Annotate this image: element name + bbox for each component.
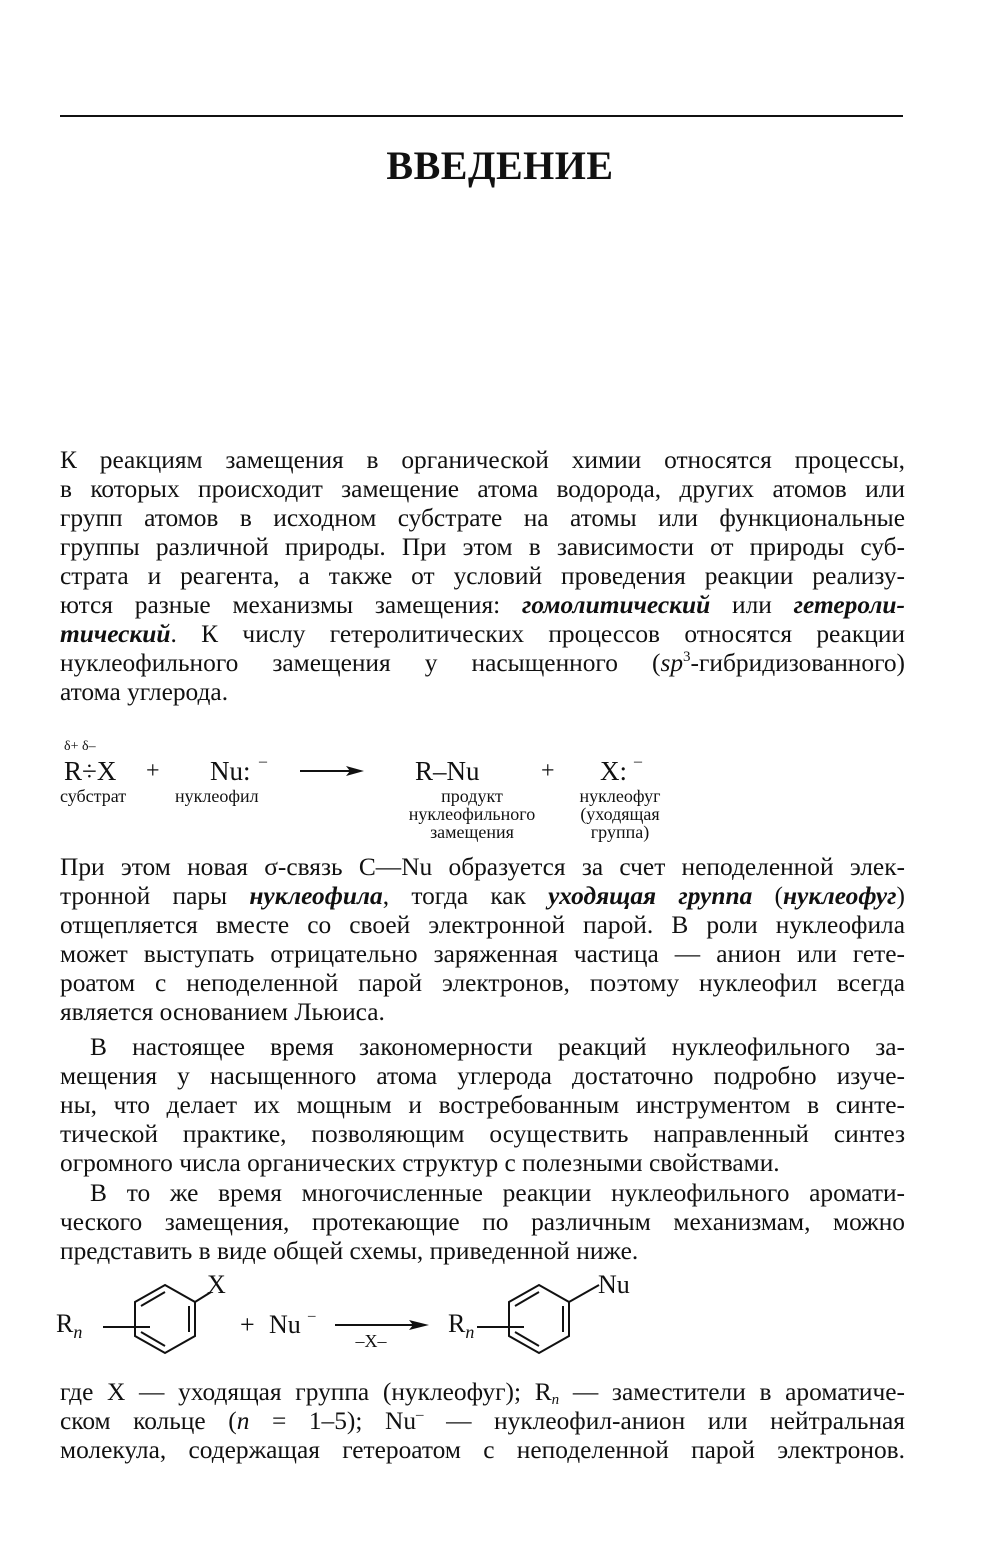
product-label: нуклеофильного (408, 804, 536, 824)
charge-minus: – (259, 753, 267, 770)
paragraph-nucleophile (60, 853, 905, 1027)
plus-sign: + (541, 758, 555, 784)
charge-minus: – (308, 1308, 316, 1324)
nucleophile-label: нуклеофил (175, 786, 259, 806)
text-line: в которых происходит замещение атома водорода, других атомов или (60, 475, 905, 503)
arrow-condition: –X– (355, 1331, 387, 1351)
leaving-group-label: (уходящая (580, 804, 660, 824)
text-line: ческого замещения, протекающие по различным механизмам, можно (60, 1208, 905, 1236)
emphasis-term: тический (60, 620, 171, 648)
benzene-ring-substrate (103, 1285, 211, 1353)
text-line: роатом с неподеленной парой электронов, поэтому нуклеофил всегда (60, 969, 905, 997)
product-formula: R–Nu (415, 756, 480, 786)
partial-charges: δ+ δ– (64, 739, 96, 754)
substrate-label: субстрат (60, 786, 127, 806)
text-line: огромного числа органических структур с полезными свойствами. (60, 1149, 780, 1177)
substrate-formula: R÷X (64, 756, 117, 786)
charge-minus: – (634, 753, 642, 770)
text-line: нуклеофильного замещения у насыщенного $(sp^3-гибридизованного)$ (60, 649, 905, 677)
text-line: ются разные механизмы замещения: гомолитический или гетероли- (60, 591, 906, 619)
emphasis-term: нуклеофуг (782, 882, 897, 910)
text-line: является основанием Льюиса. (60, 998, 385, 1026)
text-line: групп атомов в исходном субстрате на атомы или функциональные (60, 504, 905, 532)
text-line: ском кольце (n = 1–5); Nu– — нуклеофил-анион или нейтральная (60, 1407, 905, 1435)
product-nu: Nu (598, 1270, 630, 1299)
paragraph-intro (60, 446, 905, 707)
emphasis-term: гомолитический (522, 591, 711, 619)
page-title: ВВЕДЕНИЕ (386, 143, 614, 188)
plus-sign: + (146, 758, 160, 784)
text-line: атома углерода. (60, 678, 229, 706)
paragraph-patterns (60, 1033, 905, 1178)
nucleophile-nu: Nu (269, 1310, 301, 1339)
plus-sign: + (240, 1310, 255, 1339)
text-line: В то же время многочисленные реакции нуклеофильного аромати- (90, 1179, 905, 1207)
emphasis-term: нуклеофила (249, 882, 383, 910)
text-line: тический. К числу гетеролитических процессов относятся реакции (60, 620, 905, 648)
leaving-group-x: X (207, 1270, 226, 1299)
reaction-scheme-sn (60, 732, 700, 842)
text-line: мещения у насыщенного атома углерода достаточно подробно изуче- (60, 1062, 905, 1090)
text-line: В настоящее время закономерности реакций нуклеофильного за- (90, 1033, 905, 1061)
product-label: продукт (441, 786, 503, 806)
emphasis-term: уходящая группа (548, 882, 753, 910)
paragraph-aromatic (60, 1179, 905, 1266)
text-line: страта и реагента, а также от условий проведения реакции реализу- (60, 562, 905, 590)
text-line: представить в виде общей схемы, приведенной ниже. (60, 1237, 639, 1265)
text-line: ны, что делает их мощным и востребованным инструментом в синте- (60, 1091, 905, 1119)
substituent-r: $R_n$ (448, 1309, 475, 1342)
text-line: При этом новая σ-связь С—Nu образуется за счет неподеленной элек- (60, 853, 905, 881)
hybridization-sp: sp (660, 649, 684, 677)
text-line: К реакциям замещения в органической химии относятся процессы, (60, 446, 905, 474)
text-line: может выступать отрицательно заряженная частица — анион или гете- (60, 940, 905, 968)
benzene-ring-product (477, 1285, 599, 1353)
text-line: группы различной природы. При этом в зависимости от природы суб- (60, 533, 905, 561)
product-label: замещения (430, 822, 514, 842)
emphasis-term: гетероли- (793, 591, 906, 619)
text-line: где X — уходящая группа (нуклеофуг); $R_n$ — заместители в ароматиче- (60, 1378, 905, 1408)
text-line: тронной пары нуклеофила, тогда как уходящая группа (нуклеофуг) (60, 882, 905, 910)
text-line: молекула, содержащая гетероатом с неподеленной парой электронов. (60, 1436, 905, 1464)
header-rule (60, 115, 903, 117)
leaving-group-formula: X: (600, 756, 627, 786)
nucleophile-formula: Nu: (210, 756, 251, 786)
reaction-scheme-aromatic (55, 1265, 645, 1375)
text-line: отщепляется вместе со своей электронной парой. В роли нуклеофила (60, 911, 905, 939)
paragraph-legend (60, 1378, 905, 1465)
substituent-r: $R_n$ (56, 1309, 83, 1342)
text-line: тической практике, позволяющим осуществить направленный синтез (60, 1120, 905, 1148)
leaving-group-label: группа) (590, 822, 650, 842)
leaving-group-label: нуклеофуг (579, 786, 661, 806)
